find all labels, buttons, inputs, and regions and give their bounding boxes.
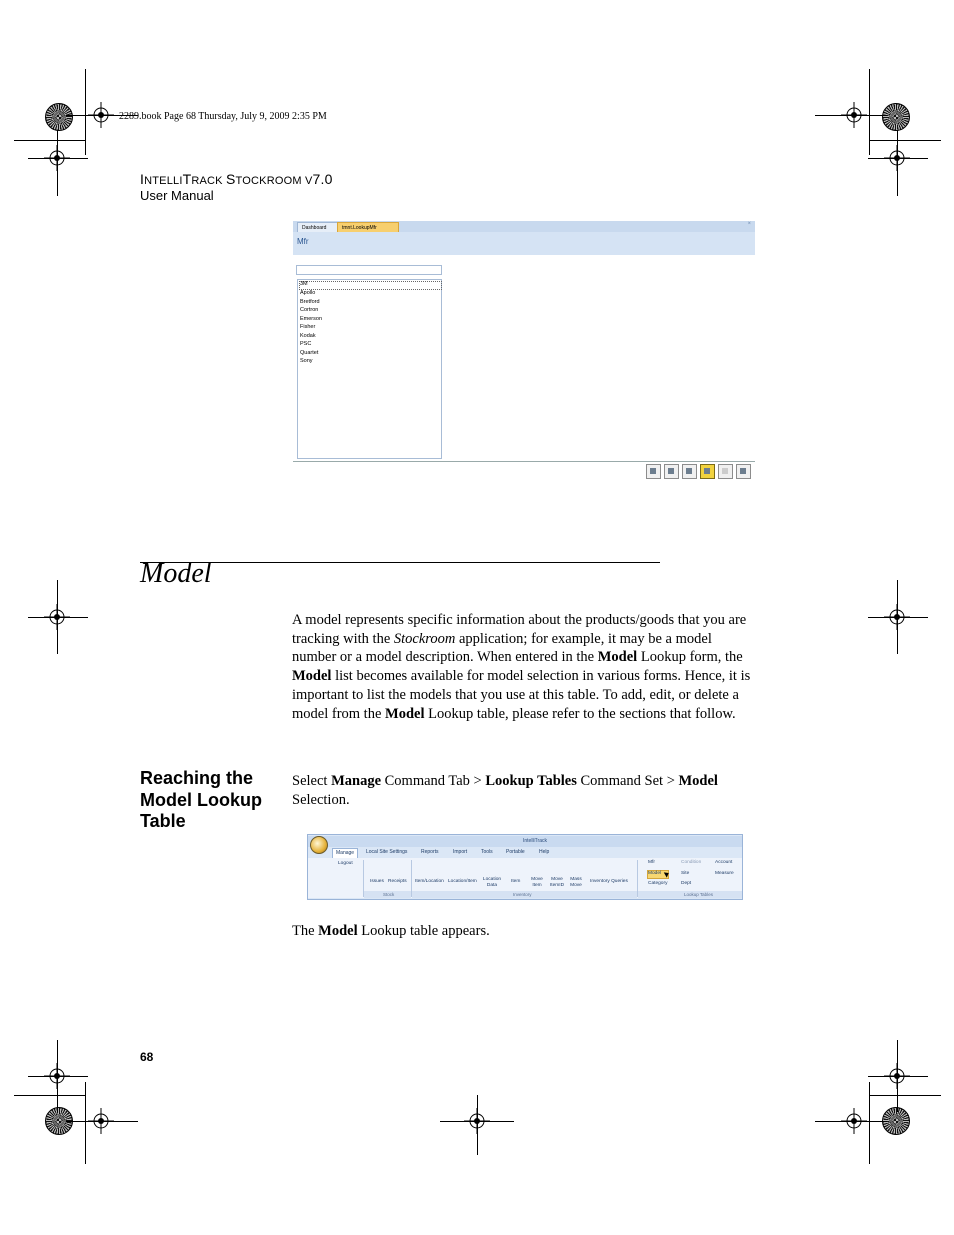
header-cap: T [182, 171, 192, 187]
lookup-condition-button[interactable]: Condition [681, 860, 702, 865]
section-rule [140, 562, 660, 563]
crop-mark [14, 140, 86, 141]
header-version: 7.0 [312, 171, 333, 187]
bold-run: Manage [331, 773, 381, 789]
list-item[interactable]: Sony [300, 358, 313, 364]
list-item[interactable]: Quartet [300, 349, 319, 356]
tab-dashboard[interactable]: Dashboard [297, 222, 343, 234]
item-location-button[interactable]: Item/Location [415, 879, 444, 884]
lookup-account-button[interactable]: Account [715, 860, 733, 865]
save-record-icon[interactable] [682, 464, 697, 479]
lookup-measure-button[interactable]: Measure [715, 871, 734, 876]
tab-manage[interactable]: Manage [332, 848, 358, 858]
crop-mark [868, 158, 928, 159]
list-item[interactable]: Kodak [300, 332, 316, 339]
subsection-heading: Reaching the Model Lookup Table [140, 768, 262, 831]
lookup-mfr-button[interactable]: Mfr [648, 860, 655, 865]
header-cap: S [225, 171, 236, 187]
tab-import[interactable]: Import [453, 849, 468, 855]
text-run: Command Tab > [381, 773, 486, 789]
form-title: Mfr [297, 237, 309, 246]
crop-mark [14, 1095, 86, 1096]
crop-mark [57, 130, 58, 196]
tab-local-site-settings[interactable]: Local Site Settings [366, 849, 408, 855]
crop-mark [477, 1095, 478, 1155]
tab-lookup-mfr[interactable]: tmnt.LookupMfr [337, 222, 399, 234]
header-smallcaps: NTELLI [144, 175, 183, 187]
ribbon-screenshot [307, 834, 743, 900]
registration-rosette-icon [882, 103, 910, 131]
steps-paragraph [292, 772, 758, 809]
edit-record-icon[interactable] [664, 464, 679, 479]
list-item[interactable]: Emerson [300, 315, 323, 322]
print-slug: 2289.book Page 68 Thursday, July 9, 2009 2:35 PM [119, 111, 327, 122]
bold-run: Model [678, 773, 718, 789]
inventory-queries-button[interactable]: Inventory Queries [590, 879, 628, 884]
undo-icon[interactable] [718, 464, 733, 479]
text-run: application; for example, it may be a model number or a model description. When entered in the [292, 630, 712, 666]
tab-help[interactable]: Help [539, 849, 550, 855]
tab-tools[interactable]: Tools [481, 849, 493, 855]
text-run: A model represents specific information about the products/goods that you are tracking with the [292, 612, 747, 647]
text-run: Selection. [292, 791, 350, 808]
new-record-icon[interactable] [646, 464, 661, 479]
close-icon[interactable]: × [747, 221, 751, 227]
list-item[interactable]: Bretford [300, 298, 320, 305]
group-label-stock: Stock [383, 892, 395, 897]
move-itemid-button[interactable]: Move ItemID [549, 877, 565, 888]
ribbon-body [308, 858, 742, 898]
page-number: 68 [140, 1050, 154, 1064]
group-label-lookup-tables: Lookup Tables [684, 892, 713, 897]
mfr-list[interactable] [297, 279, 442, 459]
crop-mark [815, 115, 887, 116]
crop-mark [28, 617, 88, 618]
running-header-subtitle: User Manual [140, 188, 214, 203]
crop-mark [85, 69, 86, 155]
receipts-button[interactable]: Receipts [388, 879, 407, 884]
crop-mark [28, 1076, 88, 1077]
crop-mark [868, 1076, 928, 1077]
mass-move-button[interactable]: Mass Move [570, 877, 582, 888]
header-cap: I [140, 171, 145, 187]
mfr-search-input[interactable] [296, 265, 442, 275]
intro-paragraph [292, 611, 758, 723]
delete-record-icon[interactable] [700, 464, 715, 479]
text-run: Lookup form, the [637, 649, 743, 666]
issues-button[interactable]: Issues [370, 879, 384, 884]
crop-mark [869, 69, 870, 155]
italic-run: Stockroom [393, 630, 456, 647]
logout-button[interactable]: Logout [338, 861, 353, 866]
text-run: Command Set > [576, 773, 679, 789]
lookup-model-button[interactable]: Model [648, 871, 662, 876]
list-item[interactable]: Cortron [300, 307, 319, 313]
bold-run: Model [385, 705, 425, 722]
bold-run: Model [292, 668, 332, 685]
move-item-button[interactable]: Move Item [531, 877, 543, 888]
location-item-button[interactable]: Location/Item [448, 879, 477, 884]
bold-run: Model [318, 923, 358, 939]
crop-mark [28, 158, 88, 159]
list-item[interactable]: Apollo [300, 290, 316, 296]
form-divider [293, 461, 755, 462]
section-heading: Model [140, 558, 212, 589]
list-item[interactable]: PSC [300, 341, 312, 347]
text-run: The [292, 923, 319, 939]
registration-rosette-icon [45, 103, 73, 131]
ribbon-title-bar [308, 836, 742, 847]
header-smallcaps: TOCKROOM V [235, 175, 313, 187]
crop-mark [869, 1095, 941, 1096]
crop-mark [868, 617, 928, 618]
running-header-title [140, 171, 333, 187]
text-run: Lookup table, please refer to the sections that follow. [424, 705, 736, 722]
list-item[interactable]: Fisher [300, 324, 316, 330]
app-title: IntelliTrack [523, 838, 547, 844]
tab-reports[interactable]: Reports [421, 849, 439, 855]
result-paragraph [292, 922, 758, 941]
selected-row-outline [299, 281, 442, 290]
header-smallcaps: RACK [191, 175, 226, 187]
lookup-dept-button[interactable]: Dept [681, 881, 692, 886]
bold-run: Lookup Tables [485, 773, 577, 789]
ribbon-tab-bar [308, 848, 742, 858]
exit-icon[interactable] [736, 464, 751, 479]
item-button[interactable]: Item [511, 879, 521, 884]
text-run: list becomes available for model selection in various forms. Hence, it is important to list the models that you use at this table. To add, edit, or delete a model from the [292, 668, 751, 722]
crop-mark [66, 1121, 138, 1122]
text-run: Lookup table appears. [357, 923, 490, 939]
crop-mark [897, 130, 898, 196]
bold-run: Model [597, 649, 638, 666]
crop-mark [815, 1121, 887, 1122]
crop-mark [440, 1121, 514, 1122]
mfr-lookup-screenshot [293, 221, 755, 481]
lookup-site-button[interactable]: Site [681, 871, 690, 876]
text-run: Select [292, 773, 332, 789]
group-label-inventory: Inventory [513, 892, 532, 897]
form-title-band [293, 232, 755, 255]
list-item[interactable]: 3M [300, 281, 308, 287]
crop-mark [869, 140, 941, 141]
lookup-category-button[interactable]: Category [648, 881, 668, 886]
tab-portable[interactable]: Portable [506, 849, 525, 855]
location-data-button[interactable]: Location Data [482, 877, 502, 888]
